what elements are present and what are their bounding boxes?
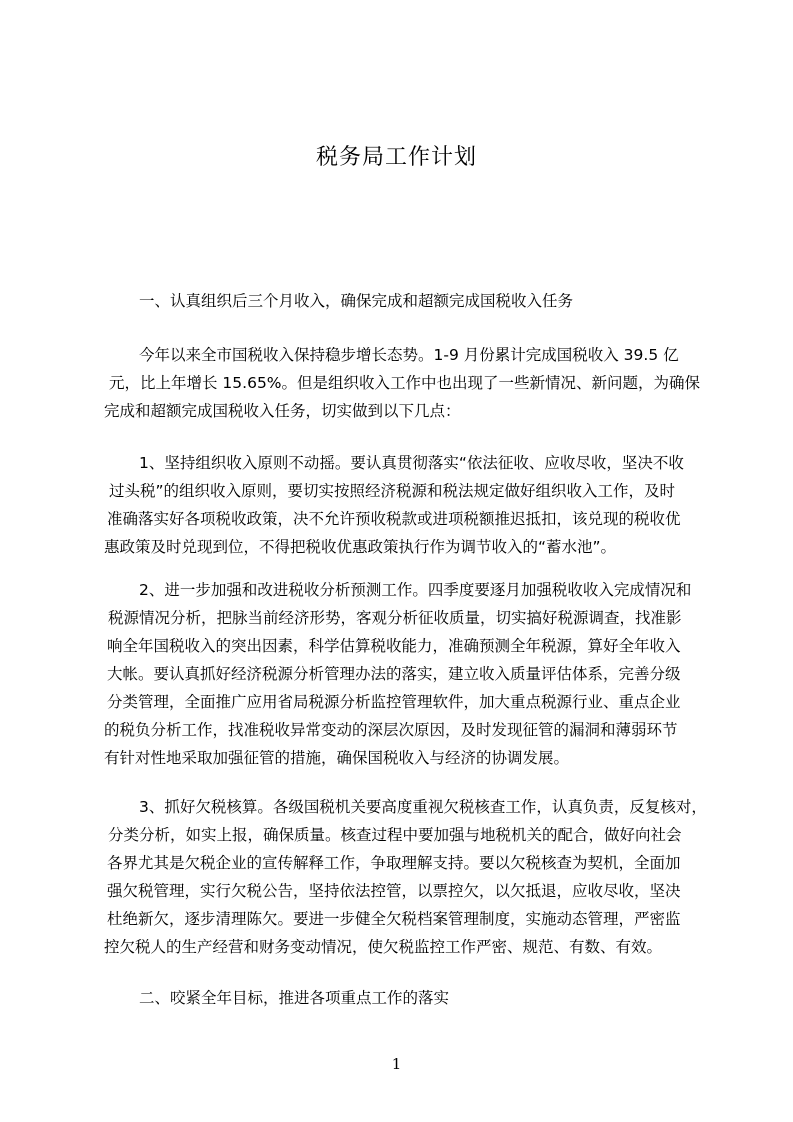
- paragraph-line: 惠政策及时兑现到位，不得把税收优惠政策执行作为调节收入的“蓄水池”。: [104, 538, 617, 556]
- paragraph-line: 元，比上年增长 15.65%。但是组织收入工作中也出现了一些新情况、新问题，为确保: [109, 374, 701, 392]
- section-heading-2: 二、咬紧全年目标，推进各项重点工作的落实: [139, 989, 450, 1007]
- paragraph-line: 的税负分析工作，找准税收异常变动的深层次原因，及时发现征管的漏洞和薄弱环节: [104, 721, 678, 739]
- paragraph-line: 分类管理，全面推广应用省局税源分析监控管理软件，加大重点税源行业、重点企业: [107, 693, 681, 711]
- paragraph-line: 过头税”的组织收入原则，要切实按照经济税源和税法规定做好组织收入工作，及时: [109, 482, 676, 500]
- paragraph-line: 有针对性地采取加强征管的措施，确保国税收入与经济的协调发展。: [104, 749, 570, 767]
- paragraph-line: 各界尤其是欠税企业的宣传解释工作，争取理解支持。要以欠税核查为契机，全面加: [107, 854, 681, 872]
- paragraph-line: 杜绝新欠，逐步清理陈欠。要进一步健全欠税档案管理制度，实施动态管理，严密监: [107, 910, 681, 928]
- paragraph-line: 3、抓好欠税核算。各级国税机关要高度重视欠税核查工作，认真负责，反复核对，: [139, 798, 707, 816]
- paragraph-line: 响全年国税收入的突出因素，科学估算税收能力，准确预测全年税源，算好全年收入: [107, 637, 681, 655]
- paragraph-line: 税源情况分析，把脉当前经济形势，客观分析征收质量，切实搞好税源调查，找准影: [108, 609, 682, 627]
- paragraph-line: 准确落实好各项税收政策，决不允许预收税款或进项税额推迟抵扣，该兑现的税收优: [107, 510, 681, 528]
- paragraph-line: 大帐。要认真抓好经济税源分析管理办法的落实，建立收入质量评估体系，完善分级: [107, 665, 681, 683]
- paragraph-line: 1、坚持组织收入原则不动摇。要认真贯彻落实“依法征收、应收尽收，坚决不收: [139, 454, 684, 472]
- paragraph-line: 完成和超额完成国税收入任务，切实做到以下几点：: [104, 402, 461, 420]
- section-heading-1: 一、认真组织后三个月收入，确保完成和超额完成国税收入任务: [139, 292, 574, 310]
- page-number: 1: [391, 1055, 402, 1073]
- paragraph-line: 分类分析，如实上报，确保质量。核查过程中要加强与地税机关的配合，做好向社会: [108, 826, 682, 844]
- paragraph-line: 控欠税人的生产经营和财务变动情况，使欠税监控工作严密、规范、有数、有效。: [104, 938, 663, 956]
- page-title: 税务局工作计划: [315, 145, 477, 170]
- paragraph-line: 强欠税管理，实行欠税公告，坚持依法控管，以票控欠，以欠抵退，应收尽收，坚决: [107, 882, 681, 900]
- paragraph-line: 2、进一步加强和改进税收分析预测工作。四季度要逐月加强税收收入完成情况和: [139, 581, 692, 599]
- paragraph-line: 今年以来全市国税收入保持稳步增长态势。1-9 月份累计完成国税收入 39.5 亿: [139, 346, 679, 364]
